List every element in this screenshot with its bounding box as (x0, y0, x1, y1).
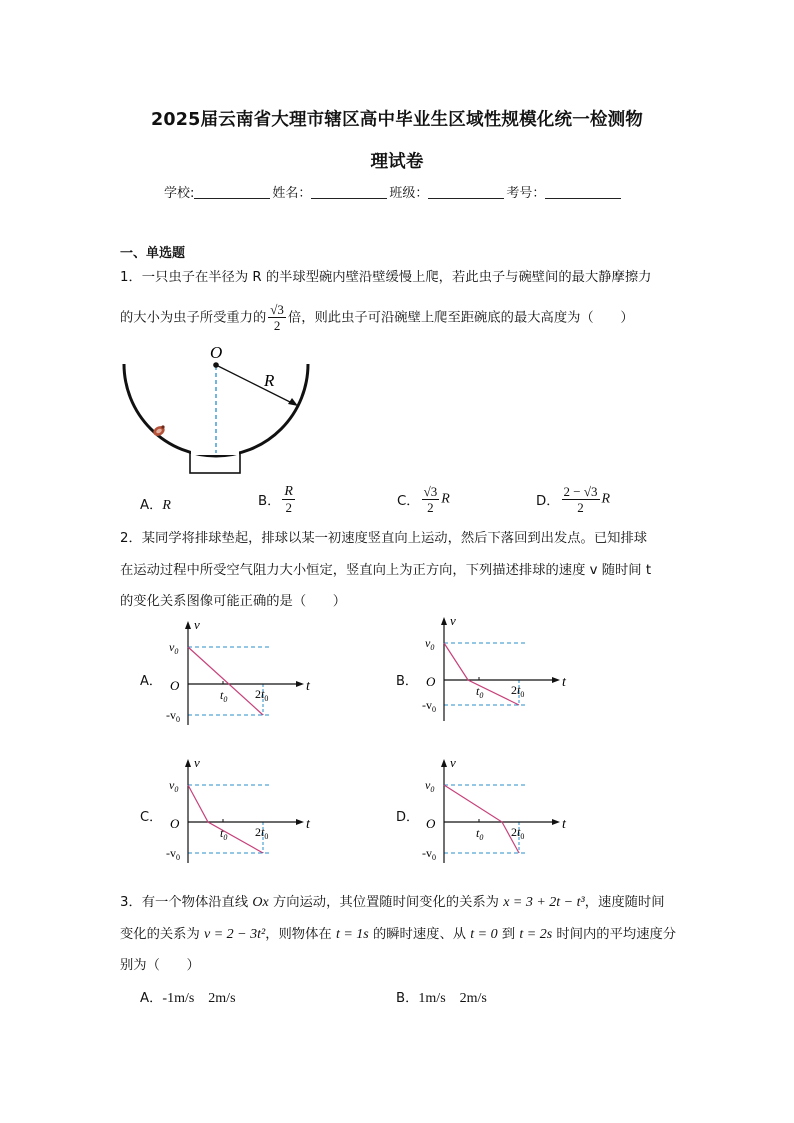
q1-option-D-num: 2 − √3 (563, 484, 598, 499)
neg-v0-label: $-v_0$ (166, 708, 180, 724)
q2-option-D-label[interactable]: D． (396, 810, 420, 825)
q2-option-A-label[interactable]: A． (140, 674, 162, 689)
q3-l2-pre: 变化的关系为 (120, 927, 205, 942)
name-label: 姓名： (272, 186, 312, 201)
q1-option-C-label: C． (397, 494, 420, 509)
q1-line2-pre: 的大小为虫子所受重力的 (120, 310, 267, 326)
q2-graph-B[interactable] (416, 613, 576, 728)
student-info-line (164, 182, 623, 201)
q3-l1-post: ，速度随时间 (584, 895, 665, 910)
q1-line1: 1．一只虫子在半径为 R 的半球型碗内壁沿壁缓慢上爬，若此虫子与碗壁间的最大静摩擦力 (120, 270, 652, 285)
q1-option-C[interactable] (397, 484, 450, 515)
q1-fraction (268, 302, 286, 333)
2t0-label: $2t_0$ (511, 825, 525, 841)
2t0-label: $2t_0$ (255, 825, 269, 841)
q3-l2-to: 到 (497, 927, 520, 942)
q1-option-C-den: 2 (427, 500, 434, 515)
q3-option-A-value: -1m/s 2m/s (162, 991, 236, 1006)
2t0-label: $2t_0$ (511, 683, 525, 699)
bowl-figure (118, 338, 318, 478)
name-blank[interactable] (311, 186, 387, 199)
t-axis-arrow (552, 677, 560, 683)
v-axis-label: v (450, 755, 456, 770)
t-axis-arrow (296, 819, 304, 825)
q2-graph-A[interactable] (160, 617, 320, 732)
q3-option-A-label: A． (140, 991, 163, 1006)
t0-label: $t_0$ (476, 826, 484, 842)
origin-label: O (170, 816, 180, 831)
q3-l2-post: 时间内的平均速度分 (552, 927, 677, 942)
q3-option-B-label: B． (396, 991, 419, 1006)
q1-option-A-value: R (162, 498, 171, 513)
q1-option-B-label: B． (258, 494, 281, 509)
number-blank[interactable] (545, 186, 621, 199)
school-label: 学校: (164, 186, 195, 201)
q2-graph-C[interactable] (160, 755, 320, 870)
neg-v0-label: $-v_0$ (166, 846, 180, 862)
bowl-label-R: R (264, 371, 275, 390)
q3-option-B-value: 1m/s 2m/s (418, 991, 487, 1006)
q3-l1-pre: 3．有一个物体沿直线 (120, 895, 253, 910)
q1-option-D-label: D． (536, 494, 560, 509)
q1-option-C-frac (422, 484, 440, 515)
q3-l2-mid2: 的瞬时速度、从 (368, 927, 471, 942)
number-label: 考号： (506, 186, 546, 201)
t-axis-arrow (296, 681, 304, 687)
q3-l1-mid: 方向运动，其位置随时间变化的关系为 (268, 895, 504, 910)
v-axis-arrow (441, 759, 447, 767)
velocity-curve (444, 785, 519, 853)
q1-option-B-den: 2 (285, 500, 292, 515)
velocity-curve (188, 785, 263, 853)
origin-label: O (426, 816, 436, 831)
q3-line1 (120, 893, 680, 913)
t0-label: $t_0$ (220, 688, 228, 704)
v0-label: $v_0$ (169, 640, 179, 656)
t-axis-label: t (562, 675, 566, 690)
class-label: 班级： (389, 186, 429, 201)
q1-option-B-frac (282, 484, 295, 515)
t-axis-label: t (562, 817, 566, 832)
t0-label: $t_0$ (476, 684, 484, 700)
q3-l1-eq: x = 3 + 2t − t³ (503, 895, 585, 910)
v0-label: $v_0$ (425, 636, 435, 652)
t0-label: $t_0$ (220, 826, 228, 842)
v0-label: $v_0$ (169, 778, 179, 794)
q3-option-A[interactable] (140, 987, 236, 1007)
v-axis-label: v (194, 617, 200, 632)
q3-line3: 别为（ ） (120, 958, 200, 973)
q1-option-D-frac (562, 484, 600, 515)
t-axis-label: t (306, 679, 310, 694)
q1-option-B[interactable] (258, 484, 297, 515)
q2-line1: 2．某同学将排球垫起，排球以某一初速度竖直向上运动，然后下落回到出发点。已知排球 (120, 531, 648, 546)
q2-option-B-label[interactable]: B． (396, 674, 418, 689)
exam-title-line1: 2025届云南省大理市辖区高中毕业生区域性规模化统一检测物 (150, 110, 643, 130)
q1-option-D-suffix: R (601, 491, 611, 507)
q2-option-C-label[interactable]: C． (140, 810, 163, 825)
exam-title-line2: 理试卷 (370, 152, 424, 172)
q1-frac-num: √3 (270, 302, 284, 317)
q1-frac-den: 2 (273, 318, 281, 333)
v-axis-arrow (185, 759, 191, 767)
q3-l1-ox: Ox (252, 895, 269, 910)
t-axis-arrow (552, 819, 560, 825)
q1-option-D-den: 2 (577, 500, 584, 515)
origin-label: O (170, 678, 180, 693)
q3-l2-t0: t = 0 (470, 927, 498, 942)
q3-l2-mid: ，则物体在 (265, 927, 336, 942)
class-blank[interactable] (428, 186, 504, 199)
q3-l2-t1: t = 1s (335, 927, 369, 942)
origin-label: O (426, 674, 436, 689)
q1-option-D[interactable] (536, 484, 610, 515)
section-title: 一、单选题 (120, 246, 186, 261)
v0-label: $v_0$ (425, 778, 435, 794)
q1-option-A-label: A． (140, 498, 163, 513)
velocity-curve (188, 647, 263, 715)
t-axis-label: t (306, 817, 310, 832)
bowl-label-O: O (210, 343, 223, 362)
q3-option-B[interactable] (396, 987, 487, 1007)
q3-l2-eq: v = 2 − 3t² (204, 927, 266, 942)
q1-line2-post: 倍，则此虫子可沿碗壁上爬至距碗底的最大高度为（ ） (287, 310, 634, 326)
neg-v0-label: $-v_0$ (422, 846, 436, 862)
q1-option-A[interactable] (140, 494, 171, 514)
neg-v0-label: $-v_0$ (422, 698, 436, 714)
v-axis-label: v (194, 755, 200, 770)
q1-option-B-num: R (284, 484, 293, 499)
q1-line2 (120, 302, 680, 333)
q2-line3: 的变化关系图像可能正确的是（ ） (120, 594, 347, 609)
v-axis-label: v (450, 613, 456, 628)
2t0-label: $2t_0$ (255, 687, 269, 703)
q1-option-C-num: √3 (423, 484, 438, 499)
q1-option-C-suffix: R (441, 491, 450, 507)
q2-graph-D[interactable] (416, 755, 576, 870)
school-blank[interactable] (194, 186, 270, 199)
v-axis-arrow (185, 621, 191, 629)
q2-line2: 在运动过程中所受空气阻力大小恒定，竖直向上为正方向，下列描述排球的速度 v 随时间 t (120, 563, 652, 578)
v-axis-arrow (441, 617, 447, 625)
q3-line2 (120, 925, 680, 945)
bowl-radius-arrow (216, 365, 294, 404)
q3-l2-t2: t = 2s (519, 927, 553, 942)
